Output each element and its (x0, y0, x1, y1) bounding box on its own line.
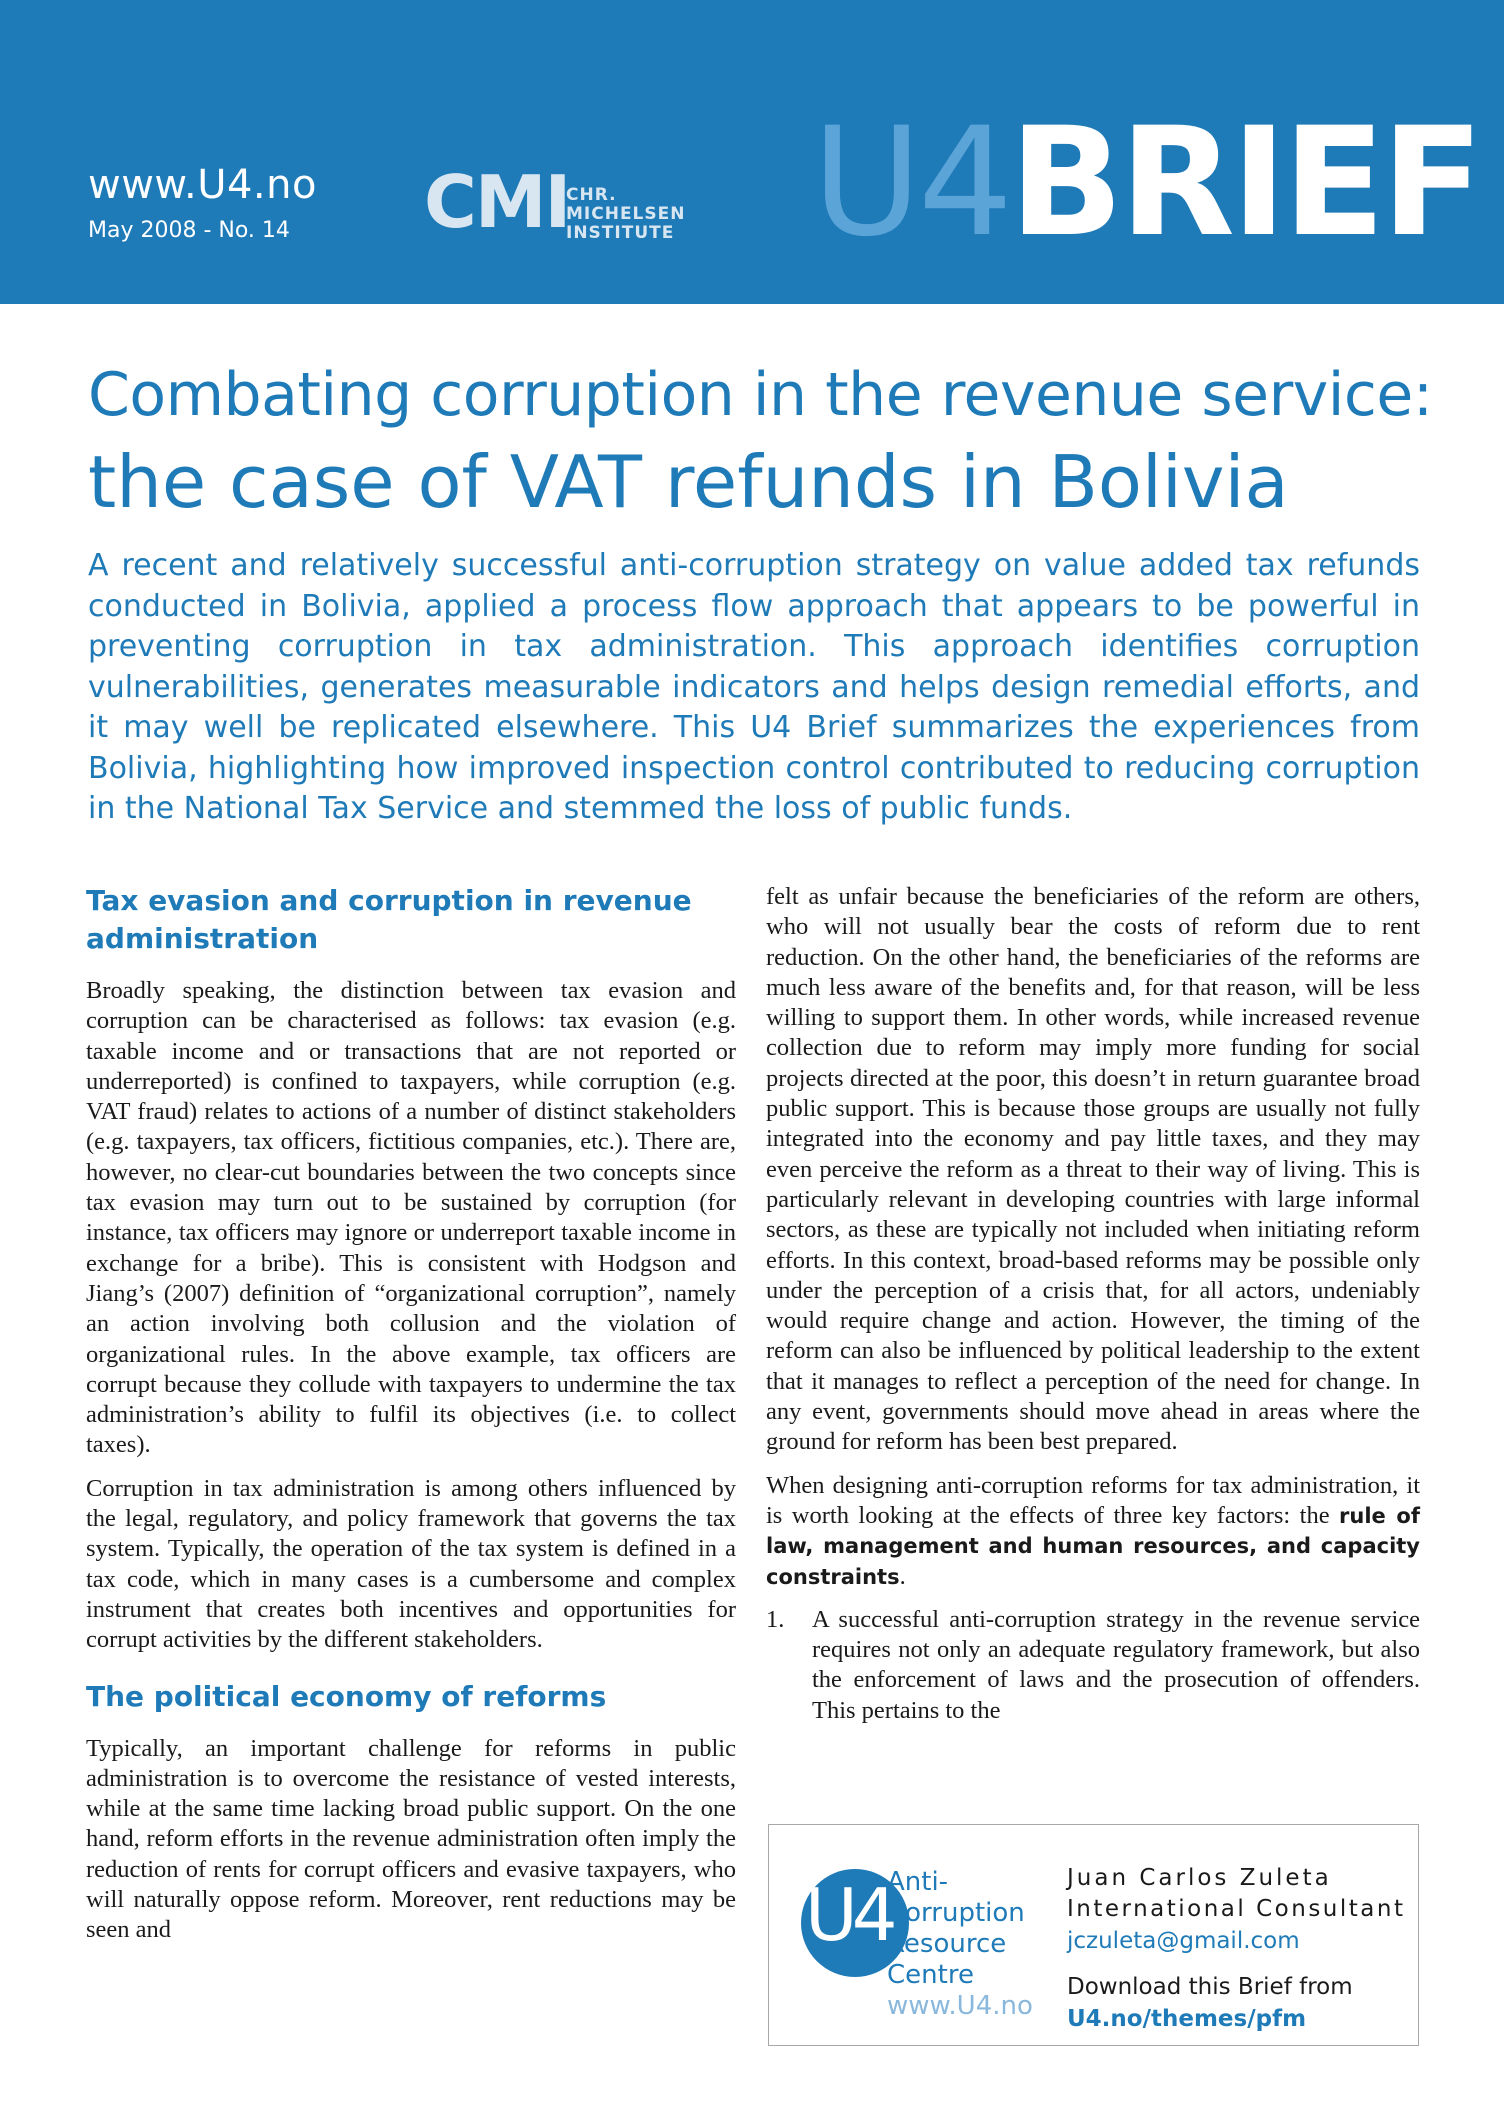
cmi-logo: CMI (424, 160, 570, 244)
cmi-logo-subtitle (566, 186, 685, 243)
u4-logo-mark: U4 (805, 1873, 892, 1957)
lead-paragraph: A recent and relatively successful anti-corruption strategy on value added tax refunds conducted in Bolivia, applied a process flow approach that appears to be powerful in preventing corruption in tax administration. This approach identifies corruption vulnerabilities, generates measurable indicators and helps design remedial efforts, and it may well be replicated elsewhere. This U4 Brief summarizes the experiences from Bolivia, highlighting how improved inspection control contributed to reducing corruption in the National Tax Service and stemmed the loss of public funds. (88, 548, 1420, 826)
paragraph-text: When designing anti-corruption reforms for tax administration, it is worth looking at the effects of three key factors: the (766, 1471, 1420, 1529)
author-name: Juan Carlos Zuleta (1067, 1865, 1332, 1891)
list-number: 1. (766, 1605, 785, 1633)
header-band (0, 0, 1504, 304)
list-item (766, 1605, 1420, 1726)
download-label: Download this Brief from (1067, 1974, 1353, 2000)
cmi-sub-line: MICHELSEN (566, 204, 686, 224)
logo-line: Centre (887, 1960, 974, 1990)
author-email-link[interactable]: jczuleta@gmail.com (1067, 1928, 1300, 1954)
logo-line: Corruption (887, 1898, 1025, 1928)
section-heading: Tax evasion and corruption in revenue administration (86, 884, 692, 955)
left-column (86, 882, 736, 1959)
right-column (766, 882, 1420, 1726)
body-paragraph: Corruption in tax administration is among others influenced by the legal, regulatory, and policy framework that governs the tax system. Typically, the operation of the tax system is defined in a tax code, which in many cases is a cumbersome and complex instrument that creates both incentives and opportunities for corrupt activities by the different stakeholders. (86, 1474, 736, 1654)
u4-brief-logo (812, 96, 1480, 270)
cmi-sub-line: INSTITUTE (566, 223, 675, 243)
section-heading: The political economy of reforms (86, 1679, 607, 1713)
logo-line: Anti- (887, 1867, 949, 1897)
body-paragraph: felt as unfair because the beneficiaries of the reform are others, who will not usually bear the costs of reform due to rent reduction. On the other hand, the beneficiaries of the reforms are much less aware of the benefits and, for that reason, will be less willing to support them. In other words, while increased revenue collection due to reform may imply more funding for social projects directed at the poor, this doesn’t in return guarantee broad public support. This is because those groups are usually not fully integrated into the economy and pay little taxes, and they may even perceive the reform as a threat to their way of living. This is particularly relevant in developing countries with large informal sectors, as these are typically not included when initiating reform efforts. In this context, broad-based reforms may be possible only under the perception of a crisis that, for all actors, undeniably would require change and action. However, the timing of the reform can also be influenced by political leadership to the extent that it manages to reflect a perception of the need for change. In any event, governments should move ahead in areas where the ground for reform has been best prepared. (766, 883, 1420, 1456)
logo-site[interactable]: www.U4.no (887, 1991, 1033, 2021)
body-paragraph (766, 1471, 1420, 1592)
title-line-2: the case of VAT refunds in Bolivia (88, 440, 1289, 524)
body-paragraph: Typically, an important challenge for reforms in public administration is to overcome the resistance of vested interests, while at the same time lacking broad public support. On the one hand, reform efforts in the revenue administration often imply the reduction of rents for corrupt officers and evasive taxpayers, who will naturally oppose reform. Moreover, rent reductions may be seen and (86, 1734, 736, 1944)
body-paragraph: Broadly speaking, the distinction between tax evasion and corruption can be characterised as follows: tax evasion (e.g. taxable income and or transactions that are not reported or underreported) is confined to taxpayers, while corruption (e.g. VAT fraud) relates to actions of a number of distinct stakeholders (e.g. taxpayers, tax officers, fictitious companies, etc.). There are, however, no clear-cut boundaries between the two concepts since tax evasion may turn out to be sustained by corruption (for instance, tax officers may ignore or underreport taxable income in exchange for a bribe). This is consistent with Hodgson and Jiang’s (2007) definition of “organizational corruption”, namely an action involving both collusion and the violation of organizational rules. In the above example, tax officers are corrupt because they collude with taxpayers to undermine the tax administration’s ability to fulfil its objectives (i.e. to collect taxes). (86, 977, 736, 1459)
issue-date: May 2008 - No. 14 (88, 218, 290, 243)
logo-line: Resource (887, 1929, 1007, 1959)
author-role: International Consultant (1067, 1896, 1406, 1922)
brand-u4: U4 (812, 96, 1010, 270)
key-factors: rule of law, management and human resources, and capacity constraints (766, 1503, 1420, 1589)
list-text: A successful anti-corruption strategy in the revenue service requires not only an adequate regulatory framework, but also the enforcement of laws and the prosecution of offenders. This pertains to the (812, 1605, 1420, 1724)
title-line-1: Combating corruption in the revenue service: (88, 360, 1433, 430)
page-title (88, 354, 1448, 528)
author-contact (1067, 1863, 1405, 2035)
site-url[interactable]: www.U4.no (88, 162, 317, 208)
download-link[interactable]: U4.no/themes/pfm (1067, 2006, 1307, 2032)
paragraph-text: . (899, 1562, 906, 1590)
author-box (768, 1824, 1419, 2046)
brand-brief: BRIEF (1009, 96, 1480, 270)
cmi-sub-line: CHR. (566, 185, 617, 205)
u4-logo-text (887, 1867, 1033, 2022)
